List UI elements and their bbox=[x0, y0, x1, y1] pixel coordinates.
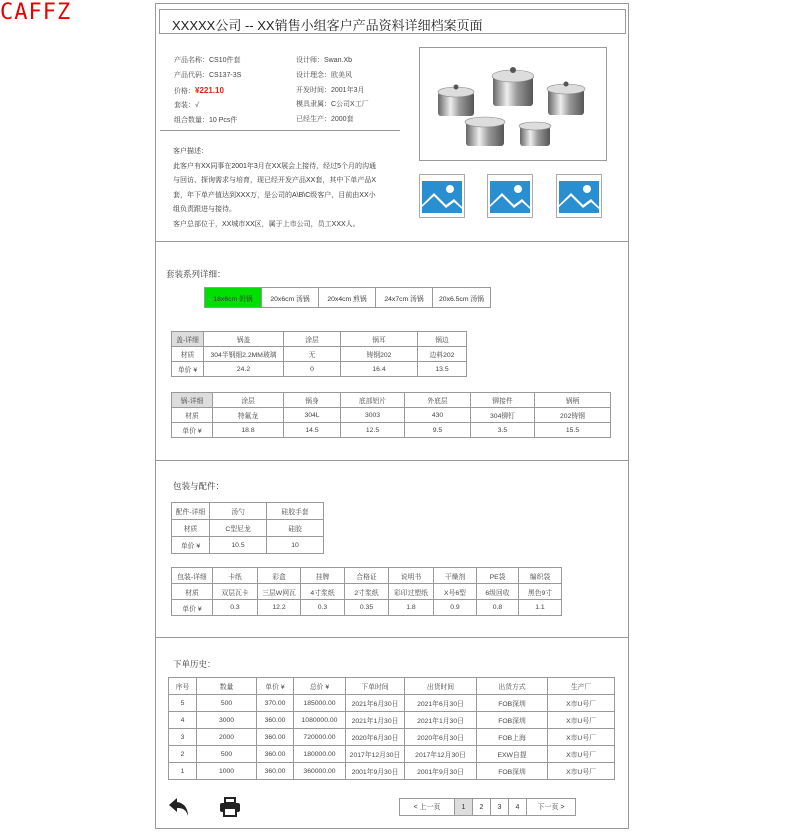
table-cell: 2017年12月30日 bbox=[346, 746, 405, 763]
text-line: CS137-3S bbox=[209, 71, 242, 79]
table-row bbox=[172, 600, 562, 616]
text-line: 价格： bbox=[174, 87, 195, 95]
table-cell: 单价 ¥ bbox=[172, 537, 210, 554]
accessory-detail-table bbox=[171, 502, 324, 554]
table-cell: 360.00 bbox=[257, 729, 294, 746]
table-cell: 锅盖 bbox=[204, 332, 284, 347]
table-cell: 13.5 bbox=[418, 362, 467, 377]
section-divider bbox=[156, 637, 628, 638]
table-cell: 编织袋 bbox=[519, 568, 562, 584]
table-cell: 锅柄 bbox=[535, 393, 611, 408]
image-placeholder-icon bbox=[557, 175, 601, 217]
table-row bbox=[169, 678, 615, 695]
back-arrow-icon bbox=[167, 796, 191, 818]
table-row bbox=[172, 362, 467, 377]
product-main-image[interactable] bbox=[419, 47, 607, 161]
text-line: 套，年下单产值达到XXX万，是公司的A\B\C级客户，目前由XX小 bbox=[173, 191, 376, 199]
info-row bbox=[296, 98, 406, 113]
tab-suite-2[interactable]: 20x6cm 汤锅 bbox=[262, 288, 319, 307]
table-cell: 干燥剂 bbox=[434, 568, 477, 584]
table-cell: 14.5 bbox=[284, 423, 341, 438]
table-cell: 单价 ¥ bbox=[172, 362, 204, 377]
table-cell: 2001年9月30日 bbox=[405, 763, 477, 780]
table-row bbox=[169, 712, 615, 729]
table-cell: 出货方式 bbox=[477, 678, 548, 695]
table-cell: 180000.00 bbox=[294, 746, 346, 763]
table-row bbox=[172, 537, 324, 554]
table-cell: 500 bbox=[197, 746, 257, 763]
table-cell: X市U号厂 bbox=[548, 746, 615, 763]
table-cell: 出货时间 bbox=[405, 678, 477, 695]
table-cell: 涂层 bbox=[284, 332, 341, 347]
table-cell: PE袋 bbox=[477, 568, 519, 584]
text-line: √ bbox=[195, 102, 199, 110]
prev-page-button[interactable]: < 上一页 bbox=[399, 798, 455, 816]
tab-suite-3[interactable]: 20x4cm 煎锅 bbox=[319, 288, 376, 307]
table-cell: 锅耳 bbox=[341, 332, 418, 347]
table-cell: 材质 bbox=[172, 520, 210, 537]
table-cell: 无 bbox=[284, 347, 341, 362]
table-cell: 生产厂 bbox=[548, 678, 615, 695]
table-cell: 2021年1月30日 bbox=[405, 712, 477, 729]
table-cell: 单价 ¥ bbox=[257, 678, 294, 695]
table-cell: 0.35 bbox=[345, 600, 389, 616]
table-row bbox=[172, 568, 562, 584]
info-row bbox=[296, 69, 406, 84]
text-line: 设计理念： bbox=[296, 71, 331, 79]
lid-detail-table bbox=[171, 331, 467, 377]
page-button-1[interactable]: 1 bbox=[454, 798, 473, 816]
suite-heading: 套装系列详细： bbox=[166, 269, 226, 279]
table-cell: 汤勺 bbox=[210, 503, 267, 520]
table-cell: 硅胶 bbox=[267, 520, 324, 537]
print-button[interactable] bbox=[219, 797, 241, 817]
text-line: 开发时间： bbox=[296, 86, 331, 94]
table-cell: 18.8 bbox=[213, 423, 284, 438]
table-cell: 序号 bbox=[169, 678, 197, 695]
table-cell: 铆接件 bbox=[471, 393, 535, 408]
table-cell: 3.5 bbox=[471, 423, 535, 438]
table-cell: EXW自提 bbox=[477, 746, 548, 763]
table-cell: 3000 bbox=[197, 712, 257, 729]
table-cell: FOB深圳 bbox=[477, 695, 548, 712]
table-cell: 24.2 bbox=[204, 362, 284, 377]
table-cell: 720000.00 bbox=[294, 729, 346, 746]
table-cell: FOB深圳 bbox=[477, 712, 548, 729]
text-line: 模具隶属： bbox=[296, 101, 331, 109]
table-cell: 304铆钉 bbox=[471, 408, 535, 423]
page-frame bbox=[155, 3, 629, 829]
table-cell: 彩印过塑纸 bbox=[389, 584, 434, 600]
table-cell: C型尼龙 bbox=[210, 520, 267, 537]
table-row bbox=[172, 408, 611, 423]
table-cell: 500 bbox=[197, 695, 257, 712]
table-cell: 1080000.00 bbox=[294, 712, 346, 729]
thumbnail-image-1[interactable] bbox=[419, 174, 465, 218]
table-cell: 单价 ¥ bbox=[172, 600, 213, 616]
table-row bbox=[172, 347, 467, 362]
table-cell: 1000 bbox=[197, 763, 257, 780]
table-row bbox=[172, 393, 611, 408]
table-row bbox=[172, 584, 562, 600]
info-row bbox=[174, 54, 284, 69]
table-cell: 外底层 bbox=[405, 393, 471, 408]
table-cell: X市U号厂 bbox=[548, 712, 615, 729]
table-cell: 材质 bbox=[172, 347, 204, 362]
table-cell: 2017年12月30日 bbox=[405, 746, 477, 763]
table-cell: 配件-详细 bbox=[172, 503, 210, 520]
info-row bbox=[174, 69, 284, 84]
table-row bbox=[169, 746, 615, 763]
text-line: 组合数量： bbox=[174, 117, 209, 125]
pot-detail-table bbox=[171, 392, 611, 438]
table-cell: 包装-详细 bbox=[172, 568, 213, 584]
section-divider bbox=[156, 460, 628, 461]
table-cell: 锅边 bbox=[418, 332, 467, 347]
page-button-4[interactable]: 4 bbox=[508, 798, 527, 816]
table-cell: 9.5 bbox=[405, 423, 471, 438]
table-cell: 总价 ¥ bbox=[294, 678, 346, 695]
table-cell: 3 bbox=[169, 729, 197, 746]
table-cell: 说明书 bbox=[389, 568, 434, 584]
text-line: 与回访、探询需求与培育，现已经开发产品XX套，其中下单产品X bbox=[173, 177, 377, 184]
order-history-heading: 下单历史： bbox=[173, 659, 216, 669]
table-cell: 挂牌 bbox=[301, 568, 345, 584]
info-row bbox=[296, 113, 406, 128]
image-placeholder-icon bbox=[420, 175, 464, 217]
table-cell: 360000.00 bbox=[294, 763, 346, 780]
table-cell: X号6型 bbox=[434, 584, 477, 600]
page-button-2[interactable]: 2 bbox=[472, 798, 491, 816]
table-cell: 4寸浆纸 bbox=[301, 584, 345, 600]
table-cell: 370.00 bbox=[257, 695, 294, 712]
tab-suite-5[interactable]: 20x6.5cm 汤锅 bbox=[439, 295, 484, 303]
info-row bbox=[174, 114, 284, 129]
table-cell: 304半钢细2.2MM玻璃 bbox=[204, 347, 284, 362]
table-row bbox=[169, 695, 615, 712]
table-cell: 数量 bbox=[197, 678, 257, 695]
table-cell: 1.8 bbox=[389, 600, 434, 616]
cookware-set-image bbox=[428, 54, 598, 154]
table-cell: 2021年6月30日 bbox=[346, 695, 405, 712]
info-row bbox=[174, 99, 284, 114]
product-info-right bbox=[296, 54, 406, 128]
logo: CAFFZ bbox=[0, 0, 72, 25]
table-cell: 12.2 bbox=[258, 600, 301, 616]
table-cell: 0.3 bbox=[301, 600, 345, 616]
table-cell: 锅-详细 bbox=[172, 393, 213, 408]
back-button[interactable] bbox=[167, 796, 191, 818]
text-line: 2001年3月 bbox=[331, 86, 365, 94]
table-cell: 6级回收 bbox=[477, 584, 519, 600]
text-line: C公司X工厂 bbox=[331, 101, 369, 109]
table-cell: X市U号厂 bbox=[548, 763, 615, 780]
table-cell: 360.00 bbox=[257, 712, 294, 729]
table-cell: 1.1 bbox=[519, 600, 562, 616]
table-cell: 卡纸 bbox=[213, 568, 258, 584]
divider bbox=[160, 130, 400, 131]
table-cell: 202铸钢 bbox=[535, 408, 611, 423]
table-cell: 0 bbox=[284, 362, 341, 377]
packaging-heading: 包装与配件： bbox=[173, 481, 225, 491]
table-cell: 2020年6月30日 bbox=[405, 729, 477, 746]
table-cell: 0.8 bbox=[477, 600, 519, 616]
customer-description bbox=[173, 145, 398, 232]
table-cell: 材质 bbox=[172, 584, 213, 600]
table-cell: 涂层 bbox=[213, 393, 284, 408]
table-cell: 16.4 bbox=[341, 362, 418, 377]
table-row bbox=[172, 503, 324, 520]
table-cell: 盖-详细 bbox=[172, 332, 204, 347]
printer-icon bbox=[219, 797, 241, 817]
text-line: 10 Pcs件 bbox=[209, 117, 238, 125]
thumbnail-image-3[interactable] bbox=[556, 174, 602, 218]
table-row bbox=[172, 423, 611, 438]
text-line: 此客户有XX同事在2001年3月在XX展会上接待，经过5个月的沟通 bbox=[173, 162, 377, 170]
image-placeholder-icon bbox=[488, 175, 532, 217]
table-cell: 10 bbox=[267, 537, 324, 554]
info-row bbox=[296, 54, 406, 69]
table-cell: 黑色9寸 bbox=[519, 584, 562, 600]
table-cell: 1 bbox=[169, 763, 197, 780]
text-line: CS10件套 bbox=[209, 57, 241, 64]
table-cell: X市U号厂 bbox=[548, 695, 615, 712]
order-history-table bbox=[168, 677, 615, 780]
table-cell: 0.3 bbox=[213, 600, 258, 616]
table-cell: 3003 bbox=[341, 408, 405, 423]
table-cell: 0.9 bbox=[434, 600, 477, 616]
table-cell: 锅身 bbox=[284, 393, 341, 408]
thumbnail-image-2[interactable] bbox=[487, 174, 533, 218]
table-cell: 硅胶手套 bbox=[267, 503, 324, 520]
table-cell: 特氟龙 bbox=[213, 408, 284, 423]
pagination bbox=[400, 798, 576, 816]
table-cell: FOB上海 bbox=[477, 729, 548, 746]
table-cell: 360.00 bbox=[257, 746, 294, 763]
page-title: XXXXX公司 -- XX销售小组客户产品资料详细档案页面 bbox=[159, 9, 626, 34]
text-line: 客户总部位于，XX城市XX区，属于上市公司，员工XXX人。 bbox=[173, 220, 360, 228]
section-divider bbox=[156, 241, 628, 242]
table-cell: 185000.00 bbox=[294, 695, 346, 712]
suite-tabs bbox=[204, 287, 491, 308]
page-button-3[interactable]: 3 bbox=[490, 798, 509, 816]
tab-suite-4[interactable]: 24x7cm 汤锅 bbox=[376, 288, 433, 307]
table-cell: 底部铝片 bbox=[341, 393, 405, 408]
description-heading: 客户描述： bbox=[173, 148, 208, 155]
text-line: 套装： bbox=[174, 102, 195, 110]
table-cell: 304L bbox=[284, 408, 341, 423]
text-line: 2000套 bbox=[331, 116, 354, 124]
table-cell: 2000 bbox=[197, 729, 257, 746]
table-cell: 2021年1月30日 bbox=[346, 712, 405, 729]
text-line: 已经生产： bbox=[296, 116, 331, 124]
table-cell: 12.5 bbox=[341, 423, 405, 438]
table-row bbox=[172, 520, 324, 537]
table-cell: 边料202 bbox=[418, 347, 467, 362]
text-line: 产品代码： bbox=[174, 71, 209, 79]
table-cell: 15.5 bbox=[535, 423, 611, 438]
table-cell: 2020年6月30日 bbox=[346, 729, 405, 746]
table-cell: 5 bbox=[169, 695, 197, 712]
table-cell: X市U号厂 bbox=[548, 729, 615, 746]
table-cell: 360.00 bbox=[257, 763, 294, 780]
next-page-button[interactable]: 下一页 > bbox=[526, 798, 576, 816]
table-cell: 三层W网瓦 bbox=[258, 584, 301, 600]
text-line: 组负责跟进与接待。 bbox=[173, 206, 236, 213]
table-cell: 材质 bbox=[172, 408, 213, 423]
info-row bbox=[296, 84, 406, 99]
table-cell: 2021年6月30日 bbox=[405, 695, 477, 712]
text-line: 欧美风 bbox=[331, 71, 352, 79]
table-cell: 2001年9月30日 bbox=[346, 763, 405, 780]
table-cell: 铸钢202 bbox=[341, 347, 418, 362]
table-row bbox=[172, 332, 467, 347]
table-row bbox=[169, 763, 615, 780]
text-line: Swan.Xb bbox=[324, 57, 353, 64]
table-row bbox=[169, 729, 615, 746]
text-line: 产品名称： bbox=[174, 57, 209, 64]
table-cell: 单价 ¥ bbox=[172, 423, 213, 438]
price-value: ¥221.10 bbox=[195, 85, 224, 95]
table-cell: 合格证 bbox=[345, 568, 389, 584]
table-cell: FOB深圳 bbox=[477, 763, 548, 780]
table-cell: 2寸浆纸 bbox=[345, 584, 389, 600]
table-cell: 10.5 bbox=[210, 537, 267, 554]
text-line: 设计师： bbox=[296, 57, 324, 64]
table-cell: 430 bbox=[405, 408, 471, 423]
product-info-left bbox=[174, 54, 284, 129]
table-cell: 彩盒 bbox=[258, 568, 301, 584]
info-row bbox=[174, 84, 284, 100]
table-cell: 双层瓦卡 bbox=[213, 584, 258, 600]
packaging-detail-table bbox=[171, 567, 562, 616]
table-cell: 下单时间 bbox=[346, 678, 405, 695]
table-cell: 2 bbox=[169, 746, 197, 763]
table-cell: 4 bbox=[169, 712, 197, 729]
tab-suite-1[interactable]: 18x6cm 奶锅 bbox=[205, 288, 262, 307]
